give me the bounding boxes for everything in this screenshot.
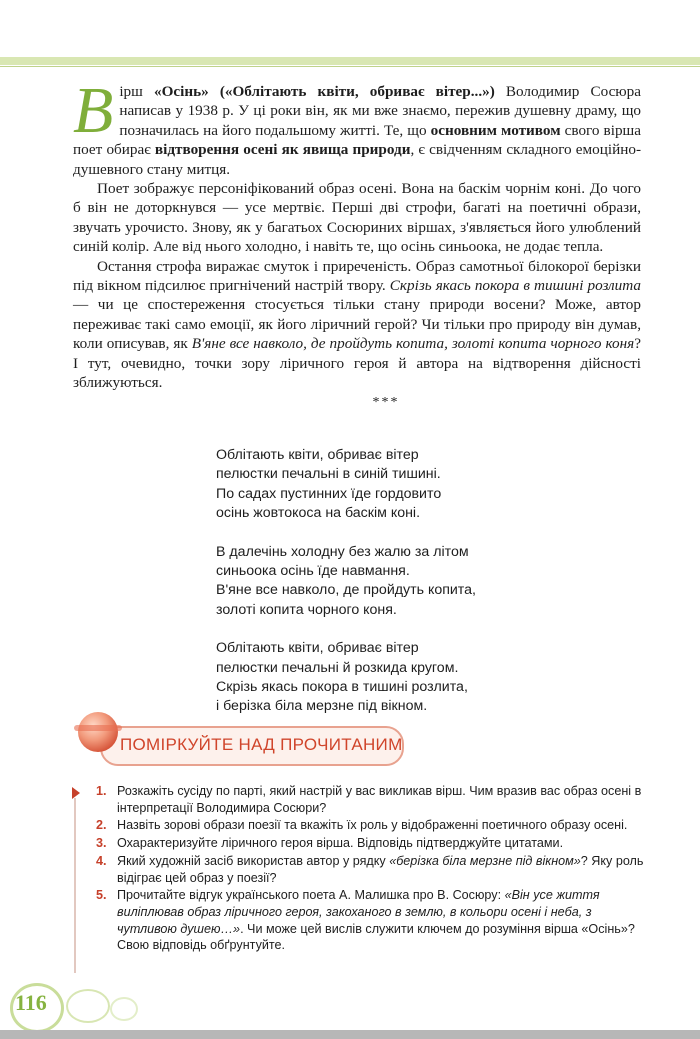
bold-text: «Осінь» («Облітають квіти, обриває вітер...») (153, 83, 495, 100)
poem-line: По садах пустинних їде гордовито (216, 485, 442, 502)
section-title: ПОМІРКУЙТЕ НАД ПРОЧИТАНИМ (120, 735, 403, 754)
poem-line: Облітають квіти, обриває вітер (216, 640, 419, 657)
italic-text: «Він усе життя виліплював образ ліричного героя, закоханого в землю, в кольори осені і неба, з чутливою душею…» (117, 888, 600, 936)
poem-line: синьоока осінь їде навмання. (216, 563, 410, 580)
poem-line: В далечінь холодну без жалю за літом (216, 543, 469, 560)
intro-paragraph-2 (73, 179, 641, 257)
section-heading (74, 708, 414, 772)
questions-list (96, 783, 646, 955)
question-number: 5. (96, 888, 107, 903)
question-number: 3. (96, 836, 107, 851)
question-item (96, 783, 646, 816)
italic-text: В'яне все навколо, де пройдуть копита, золоті копита чорного коня (191, 335, 635, 353)
questions-side-line (74, 798, 76, 973)
swirl-ornament-icon (66, 989, 110, 1023)
intro-paragraph-3 (73, 257, 641, 393)
text-run: , є свідченням складного емоційно-душевного стану митця. (73, 141, 642, 178)
text-run: Розкажіть сусіду по парті, який настрій у вас викликав вірш. Чим вразив вас образ осені в інтерпретації Володимира Сосюри? (117, 784, 642, 815)
italic-text: «берізка біла мерзне під вікном» (389, 853, 581, 868)
question-number: 4. (96, 853, 107, 868)
orb-band (74, 725, 122, 731)
text-run: Який художній засіб використав автор у рядку (117, 853, 390, 868)
text-run: — чи це спостереження стосується тільки стану природи восени? Може, автор переживає такі само емоції, як його ліричний герой? Чи тільки про природу він думав, коли описував, як (73, 296, 641, 353)
question-number: 2. (96, 818, 107, 833)
text-run: Остання строфа виражає смуток і приреченість. Образ самотньої білокорої берізки під вікном підсилює пригнічений настрій твору. (73, 257, 641, 295)
poem-line: Скрізь якась покора в тишині розлита, (216, 679, 468, 696)
text-run: Прочитайте відгук українського поета А. Малишка про В. Сосюру: (117, 888, 505, 903)
poem-line: Облітають квіти, обриває вітер (216, 447, 419, 463)
drop-cap: В (73, 74, 114, 147)
poem-stanza (216, 543, 536, 621)
poem-stanza (216, 446, 536, 524)
intro-paragraph-1 (73, 74, 642, 179)
poem-stanza (216, 639, 536, 717)
text-run: Охарактеризуйте ліричного героя вірша. Відповідь підтверджуйте цитатами. (117, 836, 564, 851)
question-item (96, 817, 646, 834)
text-run: Назвіть зорові образи поезії та вкажіть їх роль у відображенні поетичного образу осені. (117, 818, 628, 833)
bold-text: основним мотивом (430, 121, 561, 139)
poem (216, 446, 536, 736)
page-footer (10, 983, 210, 1033)
poem-line: золоті копита чорного коня. (216, 601, 397, 618)
text-run: ірш (119, 83, 154, 100)
text-run: Володимир Сосюра написав у 1938 р. У ці роки він, як ми вже знаємо, пережив душевну драму, що позначилась на його подальшому житті. Те, що (119, 83, 641, 139)
poem-line: пелюстки печальні й розкида кругом. (216, 659, 459, 676)
orb-icon (78, 712, 118, 752)
poem-line: В'яне все навколо, де пройдуть копита, (216, 582, 476, 599)
intro-text (73, 74, 642, 412)
bold-text: відтворення осені як явища природи (154, 141, 411, 159)
text-run: . Чи може цей вислів служити ключем до розуміння вірша «Осінь»? Свою відповідь обґрунтуйте. (117, 921, 635, 953)
text-run: свого вірша поет обирає (73, 121, 641, 159)
top-decorative-band (0, 57, 700, 65)
text-run: Поет зображує персоніфікований образ осені. Вона на баскім чорнім коні. До чого б він не доторкнувся — усе мертвіє. Перші дві строфи, багаті на поетичні образи, звучать урочисто. Знову, як у багатьох Сосюриних віршах, з'являється його улюблений синій колір. Але від нього холодно, і навіть те, що осінь синьоока, не додає тепла. (73, 180, 641, 256)
question-number: 1. (96, 784, 107, 798)
bottom-bar (0, 1030, 700, 1039)
text-run: ? І тут, очевидно, точки зору ліричного героя й автора на відтворення дійсності зближуються. (73, 335, 641, 392)
poem-line: осінь жовтокоса на баскім коні. (216, 505, 421, 522)
question-item (96, 887, 646, 954)
poem-line: і берізка біла мерзне під вікном. (216, 698, 428, 715)
poem-line: пелюстки печальні в синій тишині. (216, 466, 441, 483)
question-item (96, 835, 646, 852)
swirl-ornament-icon (110, 997, 138, 1021)
poem-separator: *** (372, 394, 400, 410)
top-decorative-line (0, 66, 700, 67)
page-number: 116 (15, 990, 47, 1015)
text-run: ? Яку роль відіграє цей образ у поезії? (117, 853, 644, 885)
question-item (96, 853, 646, 886)
italic-text: Скрізь якась покора в тишині розлита (389, 277, 641, 295)
